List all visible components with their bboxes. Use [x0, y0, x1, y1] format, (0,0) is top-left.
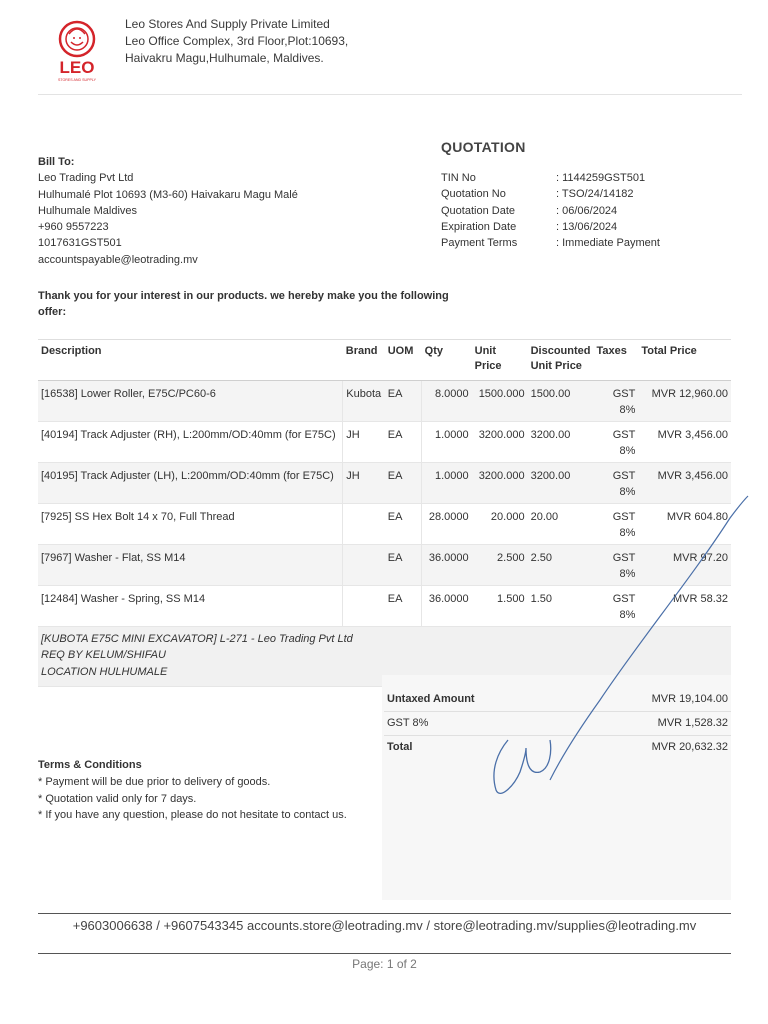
cell-description: [40194] Track Adjuster (RH), L:200mm/OD:40mm (for E75C): [38, 422, 343, 463]
meta-row-tin: [441, 170, 660, 186]
cell-brand: [343, 504, 385, 545]
offer-text: Thank you for your interest in our products. we hereby make you the following offer:: [38, 290, 449, 318]
footer-contact: +9603006638 / +9607543345 accounts.store@leotrading.mv / store@leotrading.mv/supplies@leotrading.mv: [72, 918, 697, 933]
cell-brand: JH: [343, 463, 385, 504]
cell-total: MVR 12,960.00: [638, 381, 731, 422]
company-address-2: Haivakru Magu,Hulhumale, Maldives.: [125, 51, 324, 65]
bill-to-line: Hulhumale Maldives: [38, 204, 138, 217]
gst-label: GST 8%: [384, 712, 568, 736]
cell-qty: 36.0000: [422, 586, 472, 627]
company-logo: [52, 18, 102, 84]
cell-total: MVR 97.20: [638, 545, 731, 586]
cell-uom: EA: [385, 463, 422, 504]
meta-key: TIN No: [441, 172, 476, 184]
cell-description: [40195] Track Adjuster (LH), L:200mm/OD:40mm (for E75C): [38, 463, 343, 504]
cell-qty: 36.0000: [422, 545, 472, 586]
note-line: LOCATION HULHUMALE: [41, 665, 168, 678]
header-divider: [38, 94, 742, 95]
col-brand: Brand: [343, 340, 385, 381]
cell-brand: JH: [343, 422, 385, 463]
cell-unit-price: 1500.000: [472, 381, 528, 422]
meta-value: : 06/06/2024: [556, 204, 618, 217]
meta-value: : Immediate Payment: [556, 237, 660, 250]
footer-divider-top: [38, 913, 731, 914]
cell-uom: EA: [385, 381, 422, 422]
total-value: MVR 20,632.32: [568, 736, 731, 760]
cell-description: [7925] SS Hex Bolt 14 x 70, Full Thread: [38, 504, 343, 545]
col-taxes: Taxes: [593, 340, 638, 381]
meta-value: : TSO/24/14182: [556, 188, 634, 201]
meta-key: Quotation No: [441, 188, 506, 201]
cell-unit-price: 2.500: [472, 545, 528, 586]
page-number: Page: 1 of 2: [352, 957, 417, 971]
meta-row-expiration-date: [441, 219, 660, 235]
col-unit-price: Unit Price: [472, 340, 528, 381]
cell-total: MVR 3,456.00: [638, 422, 731, 463]
meta-row-payment-terms: [441, 235, 660, 251]
cell-qty: 8.0000: [422, 381, 472, 422]
cell-taxes: GST 8%: [593, 381, 638, 422]
meta-value: : 13/06/2024: [556, 220, 618, 233]
cell-discounted-price: 1500.00: [528, 381, 594, 422]
cell-uom: EA: [385, 422, 422, 463]
cell-total: MVR 604.80: [638, 504, 731, 545]
total-label: Total: [384, 736, 568, 760]
cell-description: [12484] Washer - Spring, SS M14: [38, 586, 343, 627]
col-uom: UOM: [385, 340, 422, 381]
handwritten-signature: [480, 490, 760, 810]
terms-line: * If you have any question, please do not hesitate to contact us.: [38, 809, 347, 822]
col-discounted-unit-price: Discounted Unit Price: [528, 340, 594, 381]
cell-discounted-price: 2.50: [528, 545, 594, 586]
bill-to-email: accountspayable@leotrading.mv: [38, 253, 198, 266]
meta-key: Quotation Date: [441, 204, 515, 217]
company-info: [125, 16, 348, 67]
col-total-price: Total Price: [638, 340, 731, 381]
note-line: [KUBOTA E75C MINI EXCAVATOR] L-271 - Leo Trading Pvt Ltd: [41, 633, 353, 645]
bill-to-line: Hulhumalé Plot 10693 (M3-60) Haivakaru Magu Malé: [38, 188, 298, 201]
untaxed-value: MVR 19,104.00: [568, 688, 731, 712]
cell-uom: EA: [385, 586, 422, 627]
logo-subtext: STORES AND SUPPLY: [57, 78, 97, 82]
cell-uom: EA: [385, 504, 422, 545]
table-row: [38, 381, 731, 422]
cell-brand: Kubota: [343, 381, 385, 422]
footer-divider-bottom: [38, 953, 731, 954]
cell-taxes: GST 8%: [593, 504, 638, 545]
cell-description: [7967] Washer - Flat, SS M14: [38, 545, 343, 586]
meta-value: : 1144259GST501: [556, 172, 646, 184]
cell-unit-price: 3200.000: [472, 422, 528, 463]
logo-text: LEO: [59, 58, 95, 77]
col-qty: Qty: [422, 340, 472, 381]
cell-total: MVR 58.32: [638, 586, 731, 627]
cell-brand: [343, 545, 385, 586]
meta-key: Expiration Date: [441, 220, 517, 233]
cell-taxes: GST 8%: [593, 545, 638, 586]
cell-taxes: GST 8%: [593, 422, 638, 463]
terms-line: * Quotation valid only for 7 days.: [38, 792, 197, 805]
cell-discounted-price: 3200.00: [528, 463, 594, 504]
cell-taxes: GST 8%: [593, 586, 638, 627]
bill-to-line: Leo Trading Pvt Ltd: [38, 172, 134, 185]
cell-qty: 1.0000: [422, 463, 472, 504]
meta-key: Payment Terms: [441, 237, 518, 250]
terms-block: [38, 757, 347, 824]
meta-row-quotation-date: [441, 203, 660, 219]
cell-discounted-price: 1.50: [528, 586, 594, 627]
cell-brand: [343, 586, 385, 627]
bill-to-line: +960 9557223: [38, 221, 109, 234]
bill-to-label: Bill To:: [38, 156, 75, 168]
meta-row-quotation-no: [441, 186, 660, 202]
cell-discounted-price: 20.00: [528, 504, 594, 545]
cell-qty: 28.0000: [422, 504, 472, 545]
cell-unit-price: 1.500: [472, 586, 528, 627]
untaxed-label: Untaxed Amount: [384, 688, 568, 712]
col-description: Description: [38, 340, 343, 381]
cell-discounted-price: 3200.00: [528, 422, 594, 463]
terms-line: * Payment will be due prior to delivery of goods.: [38, 775, 271, 788]
cell-description: [16538] Lower Roller, E75C/PC60-6: [38, 381, 343, 422]
table-header-row: [38, 340, 731, 381]
table-row: [38, 422, 731, 463]
cell-taxes: GST 8%: [593, 463, 638, 504]
cell-unit-price: 3200.000: [472, 463, 528, 504]
bill-to-block: [38, 154, 298, 268]
note-line: REQ BY KELUM/SHIFAU: [41, 649, 166, 662]
document-title: QUOTATION: [441, 139, 526, 155]
terms-label: Terms & Conditions: [38, 759, 142, 771]
cell-qty: 1.0000: [422, 422, 472, 463]
cell-total: MVR 3,456.00: [638, 463, 731, 504]
company-address-1: Leo Office Complex, 3rd Floor,Plot:10693,: [125, 34, 349, 48]
cell-unit-price: 20.000: [472, 504, 528, 545]
company-name: Leo Stores And Supply Private Limited: [125, 17, 330, 31]
quotation-meta: [441, 170, 660, 251]
bill-to-line: 1017631GST501: [38, 237, 122, 250]
cell-uom: EA: [385, 545, 422, 586]
gst-value: MVR 1,528.32: [568, 712, 731, 736]
